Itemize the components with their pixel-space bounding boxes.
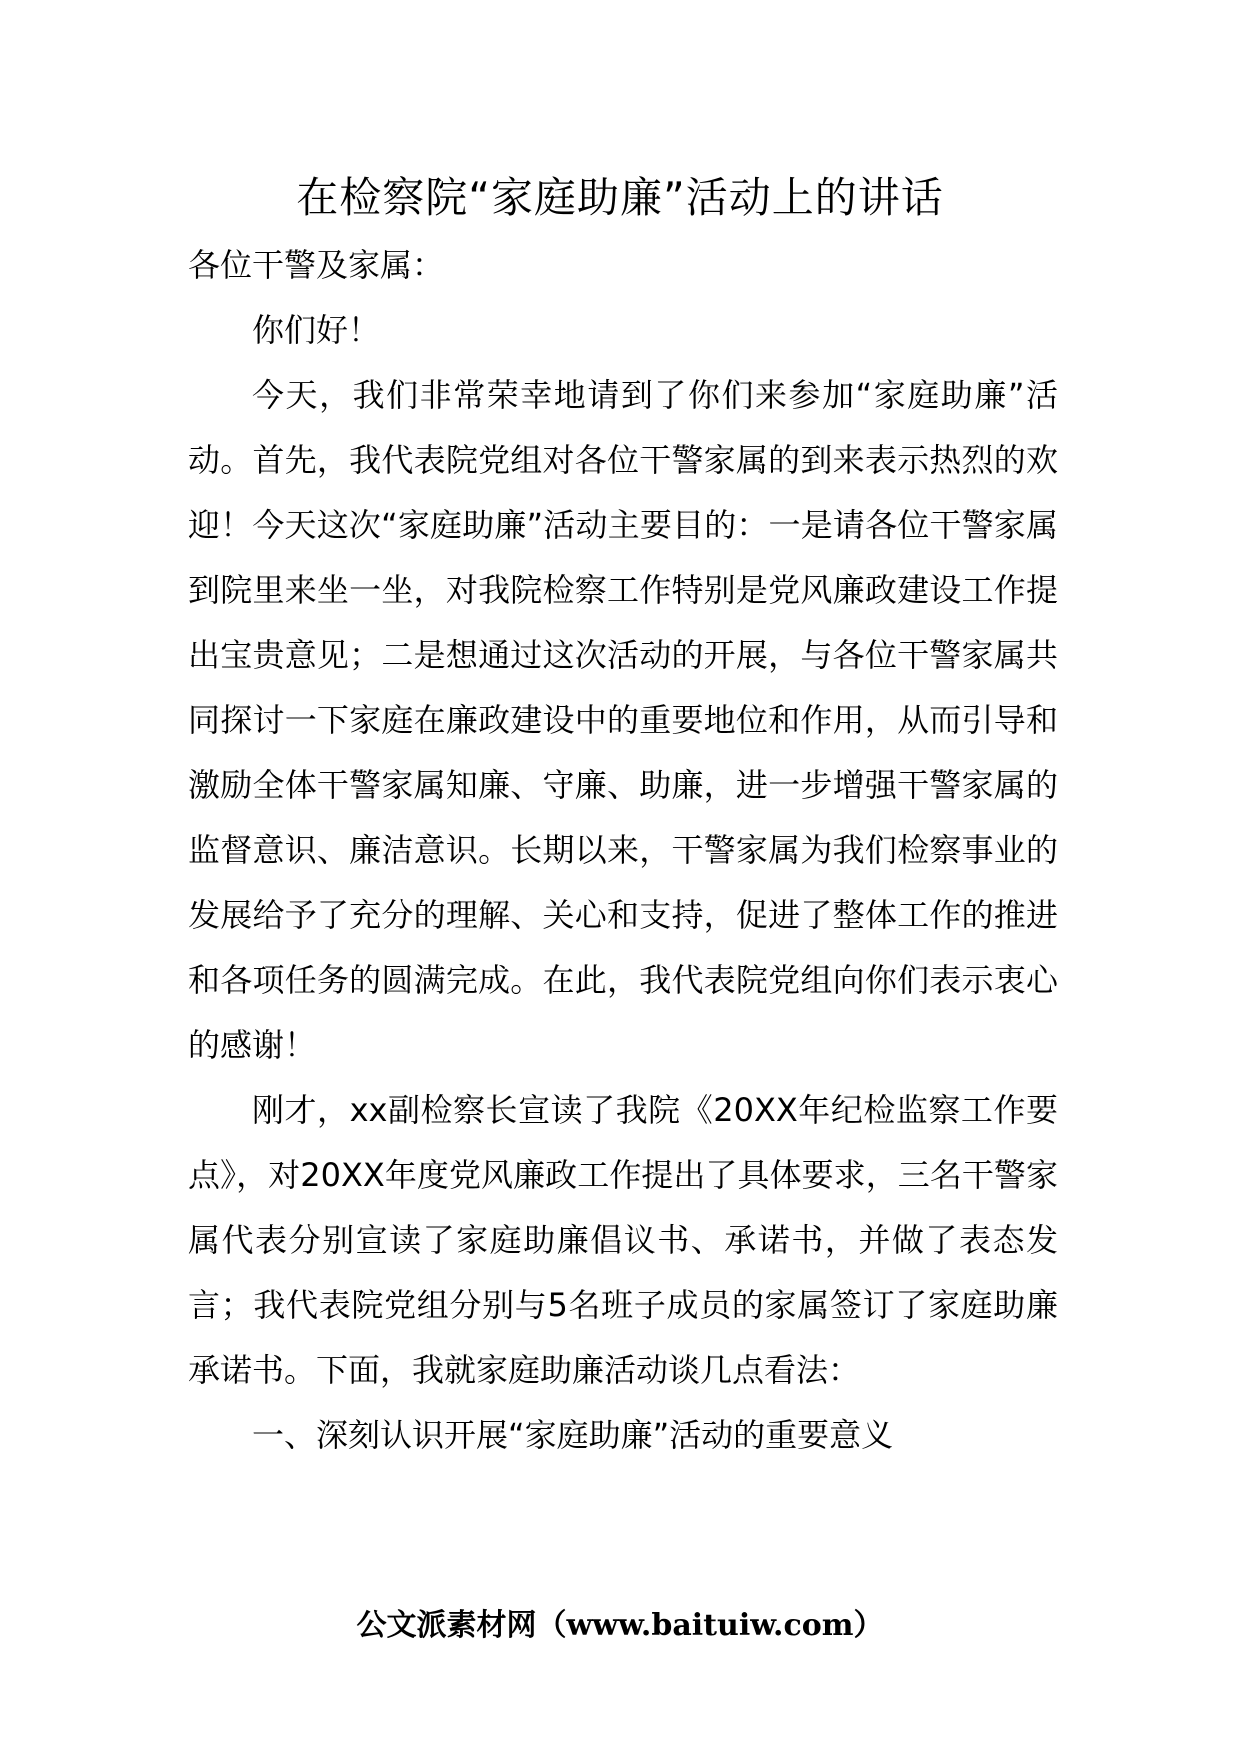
section-heading: 一、深刻认识开展“家庭助廉”活动的重要意义 bbox=[252, 1416, 894, 1454]
greeting: 你们好！ bbox=[252, 311, 381, 349]
document-title: 在检察院“家庭助廉”活动上的讲话 bbox=[296, 173, 944, 222]
footer-watermark: 公文派素材网（www.baituiw.com） bbox=[356, 1608, 884, 1643]
paragraph-opening: 今天，我们非常荣幸地请到了你们来参加“家庭助廉”活动。首先，我代表院党组对各位干警家属的到来表示热烈的欢迎！今天这次“家庭助廉”活动主要目的：一是请各位干警家属到院里来坐一坐，对我院检察工作特别是党风廉政建设工作提出宝贵意见；二是想通过这次活动的开展，与各位干警家属共同探讨一下家庭在廉政建设中的重要地位和作用，从而引导和激励全体干警家属知廉、守廉、助廉，进一步增强干警家属的监督意识、廉洁意识。长期以来，干警家属为我们检察事业的发展给予了充分的理解、关心和支持，促进了整体工作的推进和各项任务的圆满完成。在此，我代表院党组向你们表示衷心的感谢！ bbox=[188, 376, 1058, 1064]
salutation: 各位干警及家属： bbox=[188, 246, 445, 284]
document-body bbox=[188, 233, 1058, 1468]
paragraph-summary: 刚才，xx副检察长宣读了我院《20XX年纪检监察工作要点》，对20XX年度党风廉政工作提出了具体要求，三名干警家属代表分别宣读了家庭助廉倡议书、承诺书，并做了表态发言；我代表院党组分别与5名班子成员的家属签订了家庭助廉承诺书。下面，我就家庭助廉活动谈几点看法： bbox=[188, 1091, 1058, 1389]
